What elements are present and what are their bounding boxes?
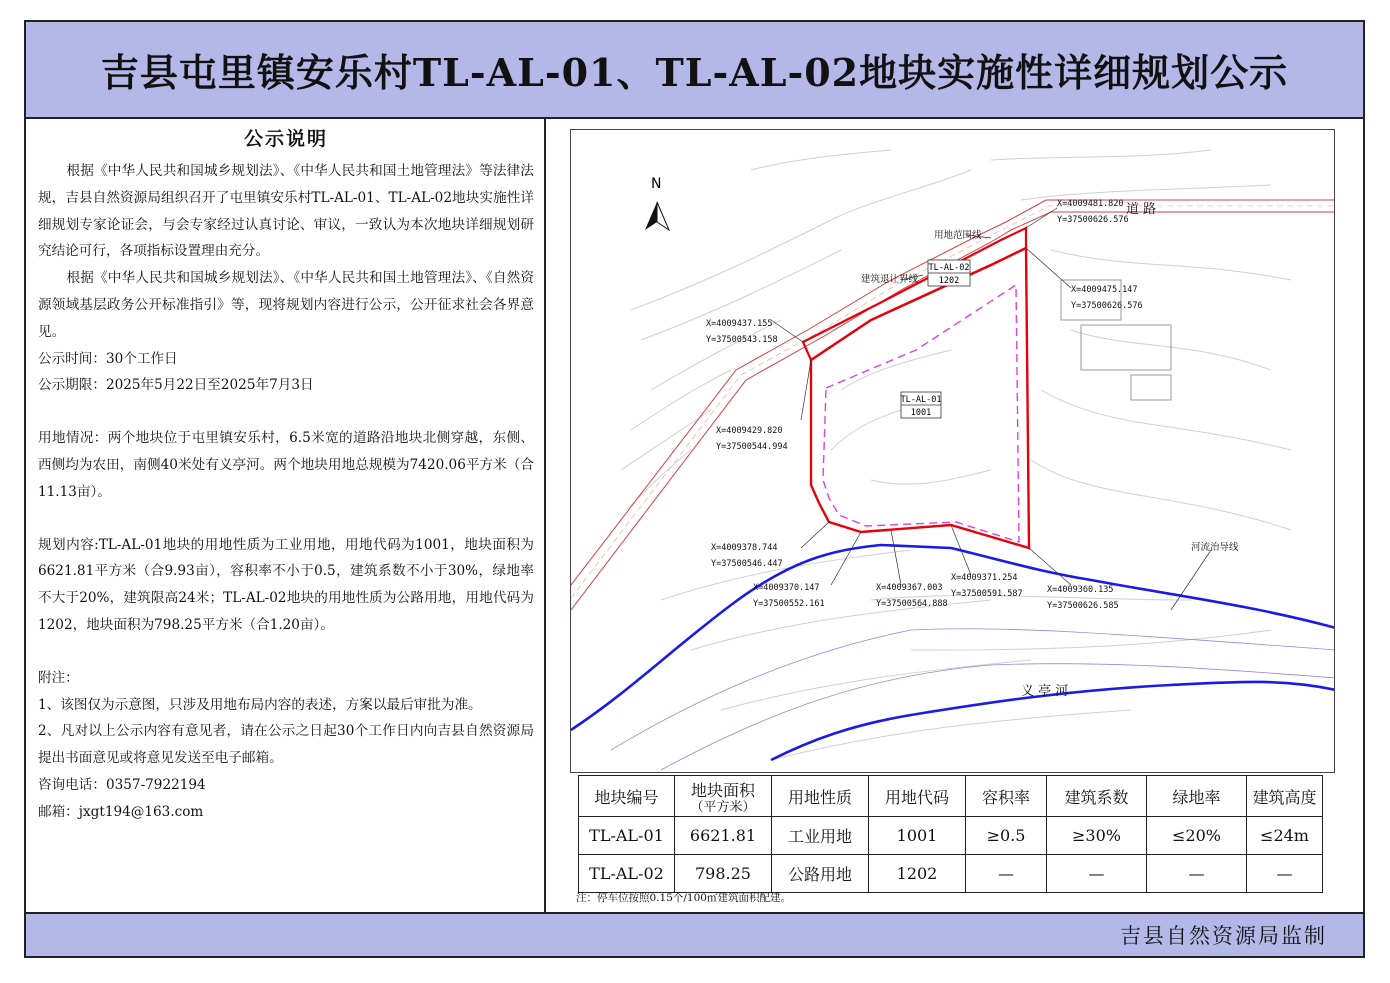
coord-x: X=4009481.820 — [1057, 199, 1124, 209]
col-header: 地块面积 — [690, 781, 755, 800]
table-row — [579, 817, 1323, 855]
site-plan-svg — [571, 130, 1335, 773]
notice-heading: 公示说明 — [243, 128, 328, 150]
table-cell: — — [966, 855, 1047, 893]
title-bar — [26, 22, 1363, 119]
footer-issuer: 吉县自然资源局监制 — [1120, 924, 1327, 948]
coord-y: Y=37500546.447 — [711, 559, 783, 569]
notice-board-frame — [24, 20, 1365, 958]
col-header: 地块编号 — [579, 776, 675, 817]
table-cell: ≤24m — [1247, 817, 1323, 855]
parcel-02-id: TL-AL-02 — [928, 263, 970, 273]
page-title: 吉县屯里镇安乐村TL-AL-01、TL-AL-02地块实施性详细规划公示 — [100, 50, 1289, 95]
river-bank-line-2 — [661, 664, 1335, 770]
site-plan-map — [570, 129, 1335, 773]
footer-bar — [26, 912, 1363, 956]
boundary-label: 用地范围线 — [934, 230, 982, 241]
north-arrow-icon — [645, 202, 669, 230]
parcel-01-id: TL-AL-01 — [900, 395, 942, 405]
notice-panel — [38, 122, 534, 826]
col-header: 绿地率 — [1147, 776, 1247, 817]
road-label: 道 路 — [1126, 202, 1157, 217]
col-header-area — [675, 776, 772, 817]
table-cell: — — [1247, 855, 1323, 893]
coord-x: X=4009370.147 — [753, 583, 820, 593]
coord-y: Y=37500564.888 — [876, 599, 948, 609]
parcel-02-label — [928, 260, 970, 286]
coord-x: X=4009429.820 — [716, 426, 783, 436]
coord-y: Y=37500626.576 — [1071, 301, 1143, 311]
leader-lines — [771, 208, 1211, 610]
parcel-01-code: 1001 — [910, 408, 932, 418]
site-description: 用地情况：两个地块位于屯里镇安乐村，6.5米宽的道路沿地块北侧穿越，东侧、西侧均为农田，南侧40米处有义亭河。两个地块用地总规模为7420.06平方米（合11.13亩）。 — [38, 430, 534, 500]
table-header-row — [579, 776, 1323, 817]
setback-label: 建筑退让界线 — [861, 274, 919, 285]
appendix-note-2: 2、凡对以上公示内容有意见者，请在公示之日起30个工作日内向吉县自然资源局提出书面意见或将意见发送至电子邮箱。 — [38, 723, 534, 767]
table-cell: ≥0.5 — [966, 817, 1047, 855]
col-header: 建筑高度 — [1247, 776, 1323, 817]
table-cell: TL-AL-02 — [579, 855, 675, 893]
area-unit: （平方米） — [690, 800, 756, 815]
table-cell: 6621.81 — [675, 817, 772, 855]
parcel-02-code: 1202 — [938, 276, 960, 286]
table-cell: 1202 — [869, 855, 966, 893]
coord-y: Y=37500626.576 — [1057, 215, 1129, 225]
parcel-02-boundary — [803, 228, 1026, 360]
river-guide-label: 河流治导线 — [1191, 542, 1239, 553]
table-cell: — — [1147, 855, 1247, 893]
coord-y: Y=37500591.587 — [951, 589, 1023, 599]
table-note: 注：停车位按照0.15个/100㎡建筑面积配建。 — [576, 892, 791, 904]
notice-time: 公示时间：30个工作日 — [38, 350, 178, 367]
col-header: 建筑系数 — [1047, 776, 1147, 817]
indicator-table — [578, 775, 1323, 893]
table-cell: 工业用地 — [772, 817, 869, 855]
road-edge-north — [571, 200, 1335, 585]
planning-content: 规划内容:TL-AL-01地块的用地性质为工业用地，用地代码为1001，地块面积为6621.81平方米（合9.93亩），容积率不小于0.5，建筑系数不小于30%，绿地率不大于20%，建筑限高24米；TL-AL-02地块的用地性质为公路用地，用地代码为1202，地块面积为798.25平方米（合1.20亩）。 — [38, 536, 534, 633]
notice-period: 公示期限：2025年5月22日至2025年7月3日 — [38, 377, 314, 394]
table-cell: ≤20% — [1147, 817, 1247, 855]
north-label: N — [651, 176, 662, 192]
notice-paragraph-1: 根据《中华人民共和国城乡规划法》、《中华人民共和国土地管理法》等法律法规，吉县自然资源局组织召开了屯里镇安乐村TL-AL-01、TL-AL-02地块实施性详细规划专家论证会，与会专家经过认真讨论、审议，一致认为本次地块详细规划研究结论可行，各项指标设置理由充分。 — [38, 163, 534, 260]
coord-y: Y=37500543.158 — [706, 335, 778, 345]
coord-y: Y=37500544.994 — [716, 442, 788, 452]
coord-y: Y=37500552.161 — [753, 599, 825, 609]
coord-x: X=4009437.155 — [706, 319, 773, 329]
coord-x: X=4009475.147 — [1071, 285, 1138, 295]
river-bank-line — [611, 629, 1335, 750]
contact-phone: 咨询电话：0357-7922194 — [38, 776, 206, 793]
panel-divider — [544, 117, 546, 914]
table-cell: 1001 — [869, 817, 966, 855]
coord-y: Y=37500626.585 — [1047, 601, 1119, 611]
col-header: 容积率 — [966, 776, 1047, 817]
table-row — [579, 855, 1323, 893]
col-header: 用地代码 — [869, 776, 966, 817]
appendix-title: 附注： — [38, 669, 79, 686]
appendix-note-1: 1、该图仅为示意图，只涉及用地布局内容的表述，方案以最后审批为准。 — [38, 696, 482, 713]
table-cell: — — [1047, 855, 1147, 893]
coord-x: X=4009367.003 — [876, 583, 943, 593]
col-header: 用地性质 — [772, 776, 869, 817]
contact-email: 邮箱：jxgt194@163.com — [38, 803, 204, 820]
table-cell: ≥30% — [1047, 817, 1147, 855]
notice-paragraph-2: 根据《中华人民共和国城乡规划法》、《中华人民共和国土地管理法》、《自然资源领域基层政务公开标准指引》等，现将规划内容进行公示，公开征求社会各界意见。 — [38, 270, 534, 340]
table-cell: TL-AL-01 — [579, 817, 675, 855]
parcel-01-label — [901, 392, 942, 418]
coord-x: X=4009371.254 — [951, 573, 1018, 583]
coord-x: X=4009378.744 — [711, 543, 778, 553]
river-label: 义 亭 河 — [1021, 684, 1069, 699]
table-cell: 公路用地 — [772, 855, 869, 893]
coord-x: X=4009360.135 — [1047, 585, 1114, 595]
table-cell: 798.25 — [675, 855, 772, 893]
